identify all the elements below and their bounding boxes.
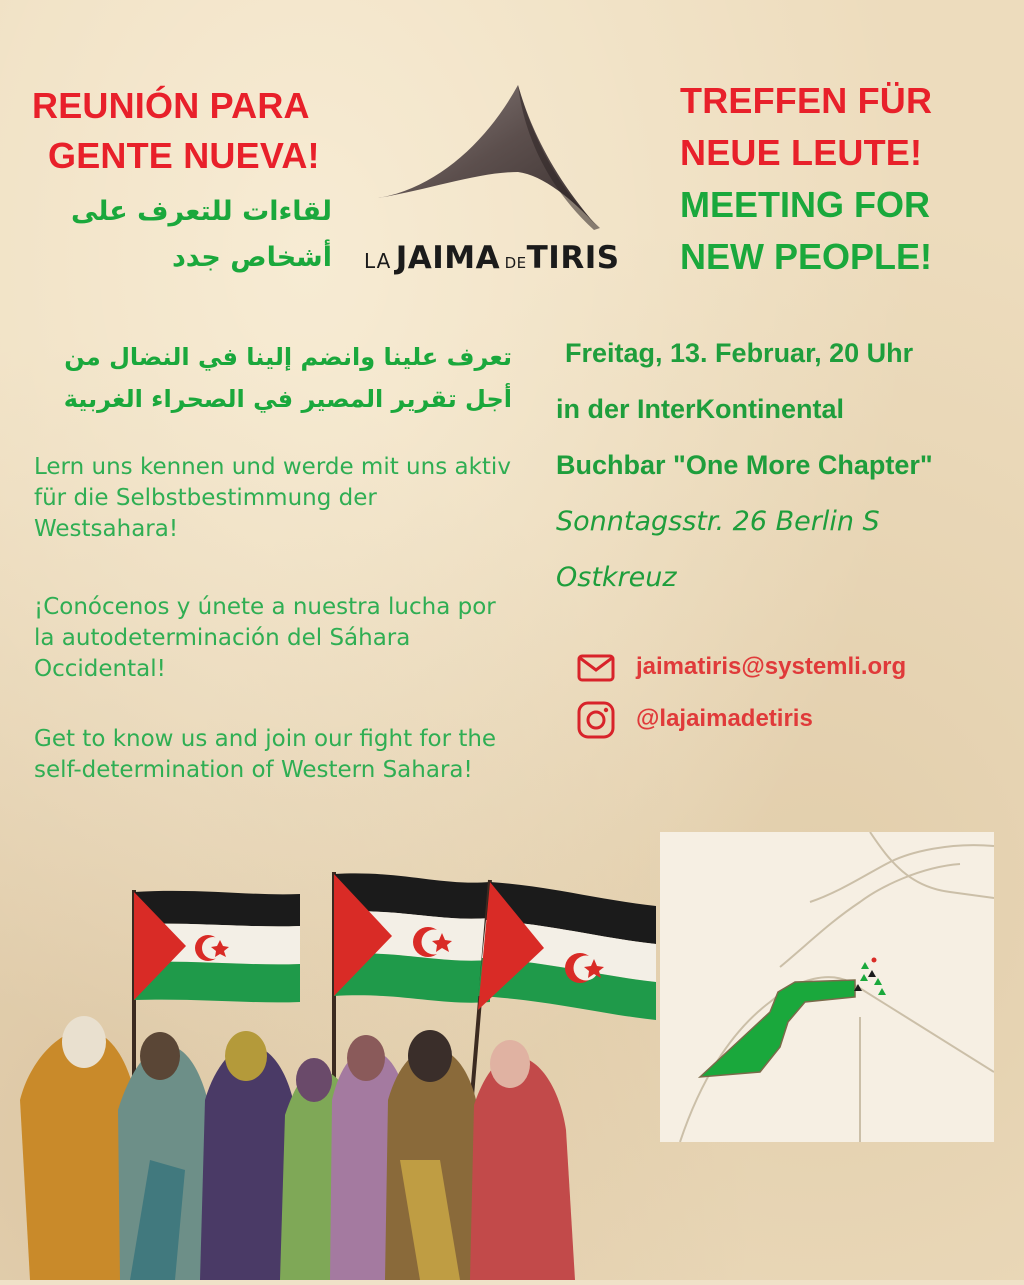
logo-tiris: TIRIS [526,240,620,276]
heading-ar-line1: لقاءات للتعرف على [70,196,332,227]
territory-shape [700,980,855,1077]
heading-en-line1: MEETING FOR [680,184,930,225]
map-western-sahara [660,832,994,1142]
heading-en-line2: NEW PEOPLE! [680,236,933,277]
logo-jaima: JAIMA [395,240,501,276]
heading-es-line2: GENTE NUEVA! [48,135,320,176]
event-venue-line2: Buchbar "One More Chapter" [556,450,933,480]
heading-de-line1: TREFFEN FÜR [680,80,933,121]
event-address-line2: Ostkreuz [556,562,677,593]
tent-icon [368,80,668,240]
logo-la: LA [364,249,392,273]
heading-ar-line2: أشخاص جدد [171,242,332,273]
heading-de-line2: NEUE LEUTE! [680,132,923,173]
intro-ar-line1: تعرف علينا وانضم إلينا في النضال من [64,343,512,371]
event-date: Freitag, 13. Februar, 20 Uhr [565,338,914,368]
intro-es: ¡Conócenos y únete a nuestra lucha por la autodeterminación del Sáhara Occidental! [34,594,496,682]
logo-de: DE [504,254,527,272]
heading-es-line1: REUNIÓN PARA [32,85,310,126]
event-address-line1: Sonntagsstr. 26 Berlin S [556,506,880,537]
camps-markers [854,958,886,996]
intro-en: Get to know us and join our fight for the self-determination of Western Sahara! [34,726,497,783]
photo-marchers-with-flags [0,860,660,1280]
mail-icon [576,648,616,688]
logo [364,80,668,280]
crowd-figures [20,1016,575,1280]
logo-text [364,240,664,276]
intro-de: Lern uns kennen und werde mit uns aktiv für die Selbstbestimmung der Westsahara! [34,454,511,542]
contact-email[interactable]: jaimatiris@systemli.org [636,653,907,680]
event-venue-line1: in der InterKontinental [556,394,845,424]
contact-instagram[interactable]: @lajaimadetiris [636,705,813,732]
intro-ar-line2: أجل تقرير المصير في الصحراء الغربية [63,385,512,413]
instagram-icon [576,700,616,740]
